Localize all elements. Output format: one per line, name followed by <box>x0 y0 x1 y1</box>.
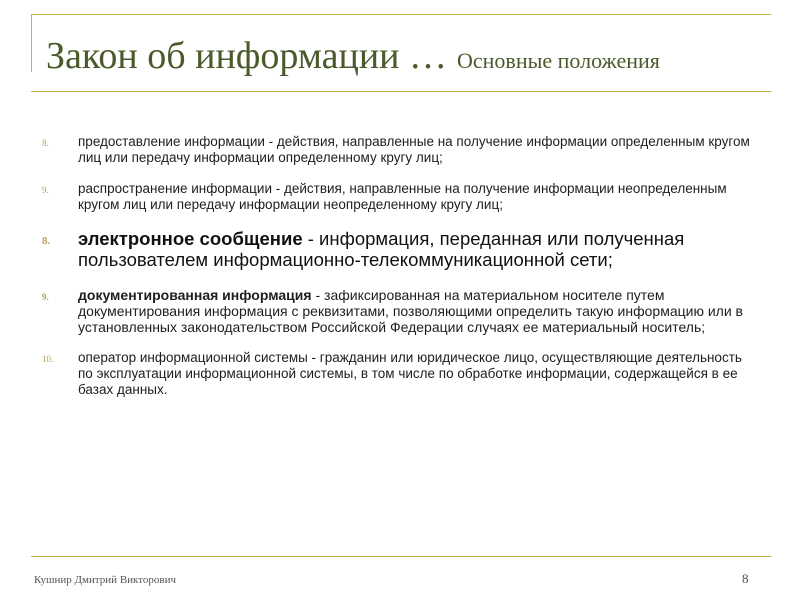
item-number: 9. <box>42 292 49 302</box>
list-item <box>40 181 760 213</box>
item-body: распространение информации - действия, направленные на получение информации неопределенным кругом лиц или передачу информации неопределенному кругу лиц; <box>78 181 727 212</box>
list-item <box>40 228 760 270</box>
footer-author: Кушнир Дмитрий Викторович <box>34 574 177 586</box>
item-term: электронное сообщение <box>78 228 303 249</box>
list-item <box>40 134 760 166</box>
item-text <box>78 287 760 335</box>
title-subtitle: Основные положения <box>457 48 660 73</box>
item-text <box>78 181 760 213</box>
item-body: - информация, переданная или полученная пользователем информационно-телекоммуникационной сети; <box>78 228 685 270</box>
frame-left-rule <box>31 14 32 72</box>
item-number: 8. <box>42 235 51 247</box>
item-number: 8. <box>42 138 49 148</box>
item-body: предоставление информации - действия, направленные на получение информации определенным кругом лиц или передачу информации определенному кругу лиц; <box>78 134 750 165</box>
definitions-list <box>40 134 760 413</box>
title-bottom-rule <box>31 91 771 92</box>
list-item <box>40 350 760 398</box>
footer-rule <box>31 556 771 557</box>
list-item <box>40 287 760 335</box>
item-number: 9. <box>42 185 49 195</box>
item-text <box>78 350 760 398</box>
item-term: документированная информация <box>78 287 312 303</box>
frame-top-rule <box>31 14 771 15</box>
title-main: Закон об информации … <box>46 35 447 77</box>
item-text <box>78 228 760 270</box>
item-body: оператор информационной системы - гражданин или юридическое лицо, осуществляющие деятельность по эксплуатации информационной системы, в том числе по обработке информации, содержащейся в ее базах данных. <box>78 350 742 397</box>
item-text <box>78 134 760 166</box>
page-number: 8 <box>742 571 749 586</box>
slide-title <box>46 34 660 78</box>
item-body: - зафиксированная на материальном носителе путем документирования информация с реквизитами, позволяющими определить такую информацию или в установленных законодательством Российской Федерации случаях ее материальный носитель; <box>78 287 743 335</box>
item-number: 10. <box>42 354 54 364</box>
